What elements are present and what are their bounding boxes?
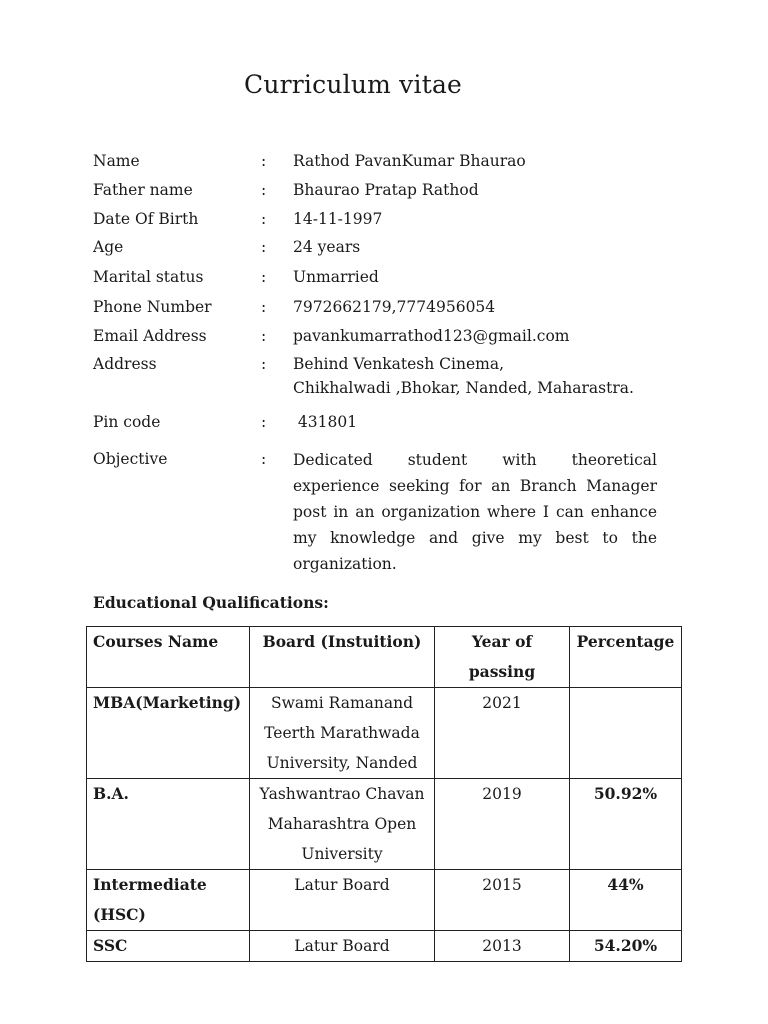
table-row bbox=[87, 688, 682, 779]
info-value: Bhaurao Pratap Rathod bbox=[293, 181, 479, 199]
header-year: Year of passing bbox=[435, 627, 570, 688]
page-title: Curriculum vitae bbox=[244, 70, 463, 99]
cell-board: Latur Board bbox=[250, 870, 435, 931]
info-label: Date Of Birth bbox=[93, 210, 199, 228]
cell-percentage: 54.20% bbox=[570, 931, 682, 962]
cell-course: SSC bbox=[87, 931, 250, 962]
table-row bbox=[87, 779, 682, 870]
cell-board: Yashwantrao Chavan Maharashtra Open University bbox=[250, 779, 435, 870]
info-value: 7972662179,7774956054 bbox=[293, 298, 496, 316]
info-label: Father name bbox=[93, 181, 193, 199]
info-colon: : bbox=[261, 268, 267, 286]
info-value: 14-11-1997 bbox=[293, 210, 383, 228]
info-label: Age bbox=[93, 238, 124, 256]
cell-course: MBA(Marketing) bbox=[87, 688, 250, 779]
cell-year: 2013 bbox=[435, 931, 570, 962]
info-colon: : bbox=[261, 152, 267, 170]
cell-board: Latur Board bbox=[250, 931, 435, 962]
cell-year: 2019 bbox=[435, 779, 570, 870]
objective-text: Dedicated student with theoretical experience seeking for an Branch Manager post in an organization where I can enhance my knowledge and give my best to the organization. bbox=[293, 451, 657, 573]
table-header-row bbox=[87, 627, 682, 688]
info-colon: : bbox=[261, 413, 267, 431]
cell-percentage bbox=[570, 688, 682, 779]
info-value: Rathod PavanKumar Bhaurao bbox=[293, 152, 526, 170]
info-label: Phone Number bbox=[93, 298, 212, 316]
info-value: 431801 bbox=[293, 413, 358, 431]
table-row bbox=[87, 931, 682, 962]
info-colon: : bbox=[261, 238, 267, 256]
info-label: Pin code bbox=[93, 413, 161, 431]
table-row bbox=[87, 870, 682, 931]
cell-course: B.A. bbox=[87, 779, 250, 870]
info-colon: : bbox=[261, 355, 267, 373]
info-colon: : bbox=[261, 450, 267, 468]
info-colon: : bbox=[261, 181, 267, 199]
info-value: Unmarried bbox=[293, 268, 379, 286]
info-colon: : bbox=[261, 298, 267, 316]
info-colon: : bbox=[261, 327, 267, 345]
info-label: Email Address bbox=[93, 327, 207, 345]
cell-percentage: 44% bbox=[570, 870, 682, 931]
info-value-line2: Chikhalwadi ,Bhokar, Nanded, Maharastra. bbox=[293, 379, 634, 397]
header-course: Courses Name bbox=[87, 627, 250, 688]
cell-course: Intermediate (HSC) bbox=[87, 870, 250, 931]
cell-year: 2015 bbox=[435, 870, 570, 931]
education-heading: Educational Qualifications: bbox=[93, 593, 329, 612]
header-board: Board (Instuition) bbox=[250, 627, 435, 688]
info-value: Behind Venkatesh Cinema, bbox=[293, 355, 504, 373]
info-label: Marital status bbox=[93, 268, 204, 286]
cell-percentage: 50.92% bbox=[570, 779, 682, 870]
info-label: Objective bbox=[93, 450, 168, 468]
info-label: Name bbox=[93, 152, 140, 170]
info-colon: : bbox=[261, 210, 267, 228]
info-label: Address bbox=[93, 355, 157, 373]
info-value: 24 years bbox=[293, 238, 361, 256]
cell-year: 2021 bbox=[435, 688, 570, 779]
header-percentage: Percentage bbox=[570, 627, 682, 688]
info-value: pavankumarrathod123@gmail.com bbox=[293, 327, 570, 345]
cell-board: Swami Ramanand Teerth Marathwada University, Nanded bbox=[250, 688, 435, 779]
education-table bbox=[86, 626, 682, 962]
